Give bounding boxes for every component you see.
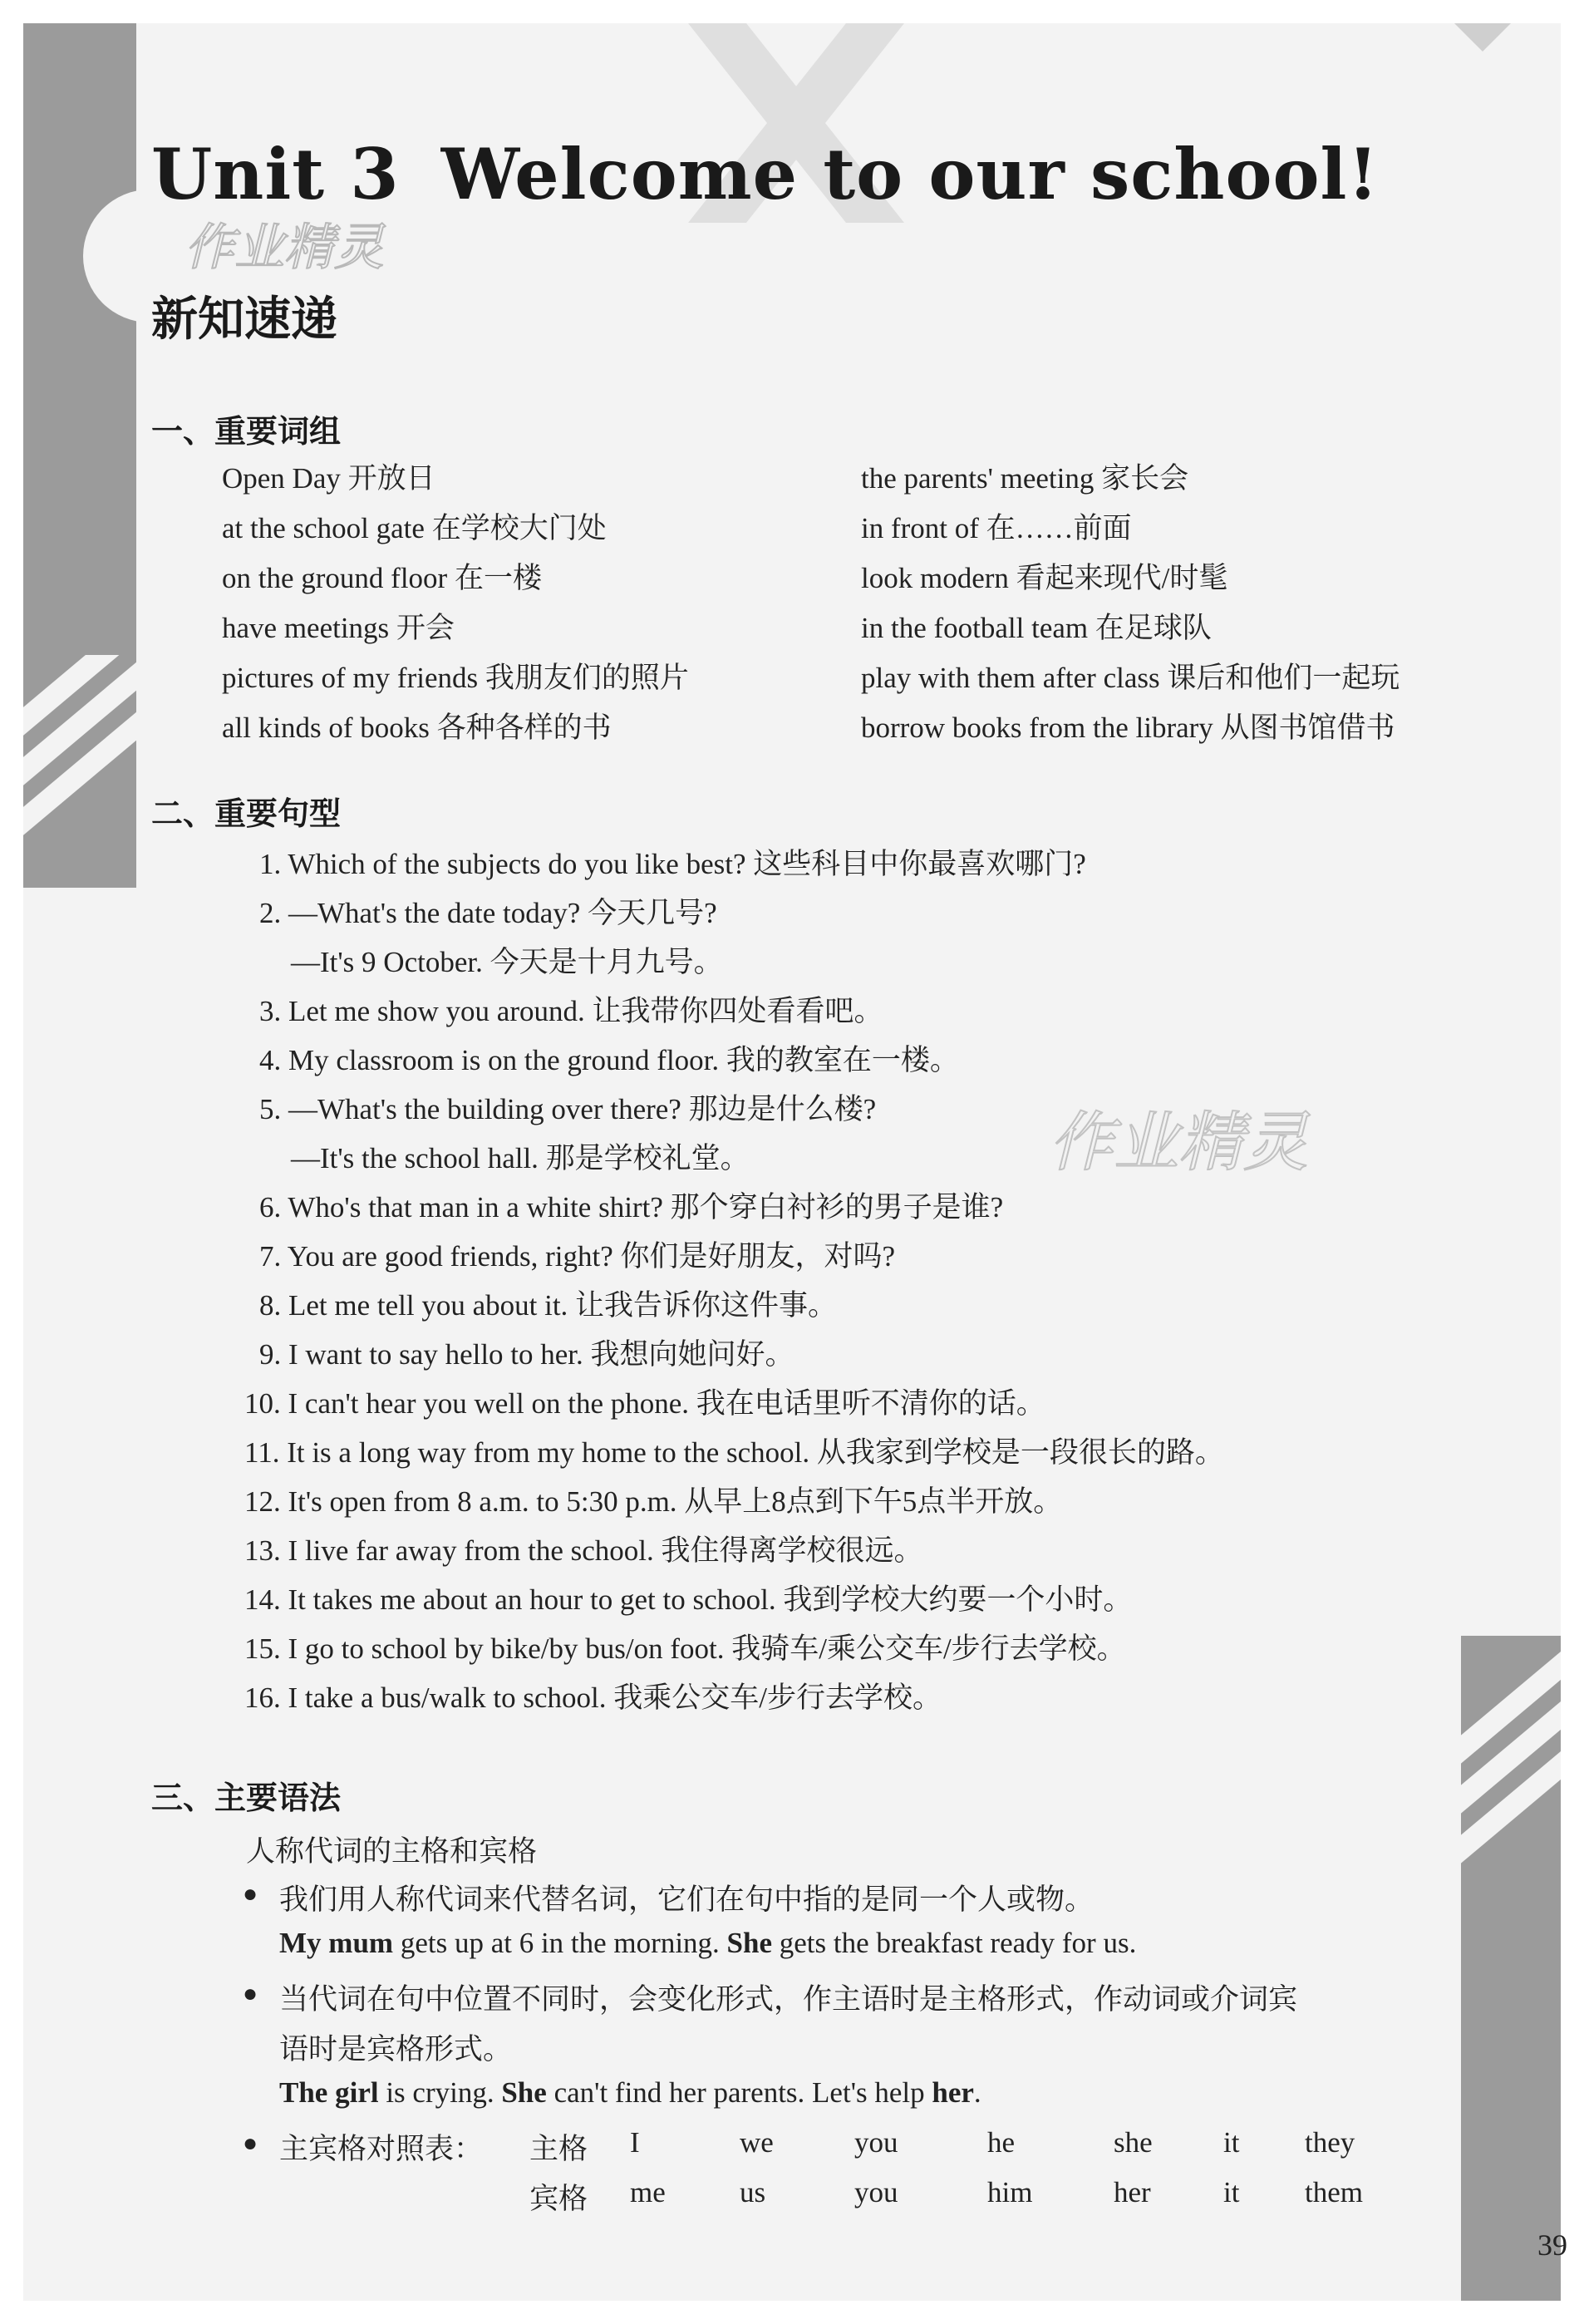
grammar-heading: 三、主要语法 (151, 1780, 342, 1816)
grammar-rule: 当代词在句中位置不同时，会变化形式，作主语时是主格形式，作动词或介词宾 (279, 1983, 1298, 2016)
object-pronoun: it (1223, 2176, 1240, 2208)
sentence-line: 2. —What's the date today? 今天几号? (259, 897, 717, 929)
sentence-line: 5. —What's the building over there? 那边是什么楼? (259, 1093, 877, 1125)
bullet-dot: ● (243, 1880, 258, 1908)
phrase-left: all kinds of books 各种各样的书 (222, 711, 612, 744)
sentence-line: 11. It is a long way from my home to the school. 从我家到学校是一段很长的路。 (244, 1436, 1224, 1469)
grammar-example: My mum gets up at 6 in the morning. She gets the breakfast ready for us. (279, 1927, 1137, 1959)
grammar-example: The girl is crying. She can't find her parents. Let's help her. (279, 2076, 981, 2109)
right-sidebar-bar (1461, 1636, 1561, 2301)
phrase-right: in the football team 在足球队 (861, 612, 1212, 644)
sentences-heading: 二、重要句型 (151, 795, 342, 832)
sentence-line: 16. I take a bus/walk to school. 我乘公交车/步行去学校。 (244, 1681, 942, 1714)
phrase-left: have meetings 开会 (222, 612, 455, 644)
logo-watermark: 作业精灵 (184, 219, 384, 277)
object-pronoun: you (854, 2176, 898, 2208)
object-case-label: 宾格 (529, 2183, 588, 2215)
left-decor-stripes (23, 655, 136, 888)
unit-label: Unit 3 (151, 133, 400, 215)
bullet-dot: ● (243, 2130, 258, 2157)
phrase-right: borrow books from the library 从图书馆借书 (861, 711, 1395, 744)
sentence-line: 9. I want to say hello to her. 我想向她问好。 (259, 1338, 794, 1371)
sentence-line: 14. It takes me about an hour to get to school. 我到学校大约要一个小时。 (244, 1583, 1133, 1616)
subject-pronoun: I (630, 2126, 640, 2159)
sentence-line: 7. You are good friends, right? 你们是好朋友，对吗? (259, 1240, 896, 1273)
sentence-line: 1. Which of the subjects do you like best? 这些科目中你最喜欢哪门? (259, 848, 1086, 880)
object-pronoun: us (740, 2176, 766, 2208)
subject-case-label: 主格 (529, 2133, 588, 2165)
sentence-line: 15. I go to school by bike/by bus/on foot. 我骑车/乘公交车/步行去学校。 (244, 1632, 1126, 1665)
sentence-line: —It's the school hall. 那是学校礼堂。 (291, 1142, 750, 1174)
subject-pronoun: you (854, 2126, 898, 2159)
sentence-line: 6. Who's that man in a white shirt? 那个穿白衬衫的男子是谁? (259, 1191, 1004, 1224)
object-pronoun: her (1114, 2176, 1151, 2208)
phrase-right: in front of 在……前面 (861, 512, 1132, 544)
sentence-line: 4. My classroom is on the ground floor. 我的教室在一楼。 (259, 1044, 959, 1076)
subject-pronoun: they (1305, 2126, 1355, 2159)
sentence-line: 10. I can't hear you well on the phone. 我在电话里听不清你的话。 (244, 1387, 1045, 1420)
sentence-line: —It's 9 October. 今天是十月九号。 (291, 946, 723, 978)
subject-pronoun: she (1114, 2126, 1153, 2159)
phrases-heading: 一、重要词组 (151, 413, 342, 450)
sentence-line: 12. It's open from 8 a.m. to 5:30 p.m. 从早上8点到下午5点半开放。 (244, 1485, 1063, 1518)
phrase-left: at the school gate 在学校大门处 (222, 512, 607, 544)
pronoun-table-label: 主宾格对照表： (279, 2133, 484, 2165)
grammar-rule: 我们用人称代词来代替名词，它们在句中指的是同一个人或物。 (279, 1883, 1095, 1916)
grammar-rule: 语时是宾格形式。 (279, 2033, 513, 2066)
page-number: 39 (1537, 2228, 1567, 2262)
subject-pronoun: it (1223, 2126, 1240, 2159)
phrase-left: pictures of my friends 我朋友们的照片 (222, 662, 689, 694)
sentence-line: 8. Let me tell you about it. 让我告诉你这件事。 (259, 1289, 838, 1322)
phrase-left: on the ground floor 在一楼 (222, 562, 542, 594)
object-pronoun: me (630, 2176, 666, 2208)
subject-pronoun: we (740, 2126, 774, 2159)
sentence-line: 13. I live far away from the school. 我住得离学校很远。 (244, 1534, 923, 1567)
unit-heading: Welcome to our school! (440, 133, 1380, 215)
phrase-right: the parents' meeting 家长会 (861, 462, 1189, 495)
bullet-dot: ● (243, 1980, 258, 2007)
object-pronoun: him (987, 2176, 1033, 2208)
grammar-subtitle: 人称代词的主格和宾格 (246, 1835, 538, 1868)
phrase-right: look modern 看起来现代/时髦 (861, 562, 1228, 594)
unit-title (151, 133, 1379, 215)
sentence-line: 3. Let me show you around. 让我带你四处看看吧。 (259, 995, 883, 1027)
subject-pronoun: he (987, 2126, 1016, 2159)
object-pronoun: them (1305, 2176, 1363, 2208)
corner-triangle (1454, 23, 1511, 52)
phrase-right: play with them after class 课后和他们一起玩 (861, 662, 1400, 694)
mid-watermark: 作业精灵 (1049, 1105, 1309, 1180)
section-title: 新知速递 (151, 293, 337, 347)
phrase-left: Open Day 开放日 (222, 462, 435, 495)
